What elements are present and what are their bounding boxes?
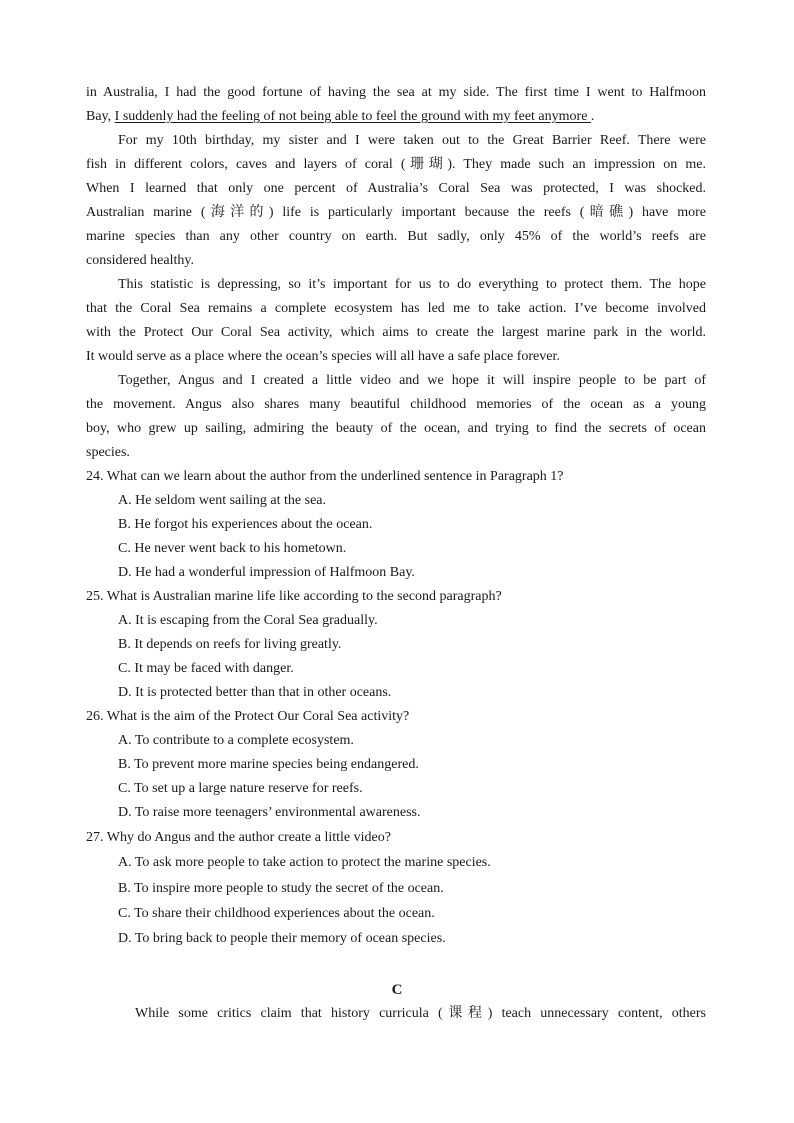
passage-p4-line: the movement. Angus also shares many beautiful childhood memories of the ocean as a young [86, 397, 706, 412]
passage-p1-line-2-prefix: Bay, [86, 109, 115, 124]
question-25-option-a: A. It is escaping from the Coral Sea gradually. [118, 613, 378, 628]
passage-p1-line-2 [86, 106, 706, 128]
question-25-option-b: B. It depends on reefs for living greatly. [118, 637, 342, 652]
underlined-sentence: I suddenly had the feeling of not being able to feel the ground with my feet anymore [114, 109, 591, 124]
passage-p1-line-1: in Australia, I had the good fortune of having the sea at my side. The first time I went to Halfmoon [86, 85, 706, 100]
passage-p2-line: marine species than any other country on earth. But sadly, only 45% of the world’s reefs are [86, 229, 706, 244]
question-24-option-b: B. He forgot his experiences about the ocean. [118, 517, 373, 532]
passage-p2-line: fish in different colors, caves and layers of coral (珊瑚). They made such an impression on me. [86, 157, 706, 172]
passage-p1-line-2-suffix: . [590, 109, 595, 124]
question-27-option-c: C. To share their childhood experiences about the ocean. [118, 906, 435, 921]
passage-p3-line: with the Protect Our Coral Sea activity, which aims to create the largest marine park in the world. [86, 325, 706, 340]
question-26-option-c: C. To set up a large nature reserve for reefs. [118, 781, 363, 796]
question-24-option-d: D. He had a wonderful impression of Halfmoon Bay. [118, 565, 415, 580]
question-27-option-b: B. To inspire more people to study the secret of the ocean. [118, 881, 444, 896]
passage-p3-line: It would serve as a place where the ocean’s species will all have a safe place forever. [86, 349, 560, 364]
question-26-option-a: A. To contribute to a complete ecosystem. [118, 733, 354, 748]
passage-p2-line: For my 10th birthday, my sister and I were taken out to the Great Barrier Reef. There were [118, 133, 706, 148]
passage-p3-line: that the Coral Sea remains a complete ecosystem has led me to take action. I’ve become involved [86, 301, 706, 316]
question-27-option-a: A. To ask more people to take action to protect the marine species. [118, 855, 491, 870]
question-27-option-d: D. To bring back to people their memory of ocean species. [118, 931, 446, 946]
question-25-stem: 25. What is Australian marine life like according to the second paragraph? [86, 589, 502, 604]
passage-p2-line: considered healthy. [86, 253, 194, 268]
question-25-option-d: D. It is protected better than that in other oceans. [118, 685, 392, 700]
passage-p4-line: boy, who grew up sailing, admiring the beauty of the ocean, and trying to find the secrets of ocean [86, 421, 706, 436]
passage-p2-line: Australian marine (海洋的) life is particularly important because the reefs (暗礁) have more [86, 205, 706, 220]
question-24-option-c: C. He never went back to his hometown. [118, 541, 347, 556]
question-26-option-d: D. To raise more teenagers’ environmental awareness. [118, 805, 421, 820]
passage-p2-line: When I learned that only one percent of Australia’s Coral Sea was protected, I was shocked. [86, 181, 706, 196]
question-26-option-b: B. To prevent more marine species being endangered. [118, 757, 419, 772]
question-27-stem: 27. Why do Angus and the author create a little video? [86, 830, 391, 845]
passage-p4-line: species. [86, 445, 130, 460]
question-24-stem: 24. What can we learn about the author from the underlined sentence in Paragraph 1? [86, 469, 564, 484]
passage-p3-line: This statistic is depressing, so it’s important for us to do everything to protect them. The hope [118, 277, 706, 292]
question-24-option-a: A. He seldom went sailing at the sea. [118, 493, 327, 508]
question-25-option-c: C. It may be faced with danger. [118, 661, 294, 676]
section-c-first-line: While some critics claim that history curricula (课程) teach unnecessary content, others [135, 1006, 706, 1021]
question-26-stem: 26. What is the aim of the Protect Our Coral Sea activity? [86, 709, 410, 724]
passage-p4-line: Together, Angus and I created a little video and we hope it will inspire people to be part of [118, 373, 706, 388]
section-c-heading: C [391, 982, 403, 998]
